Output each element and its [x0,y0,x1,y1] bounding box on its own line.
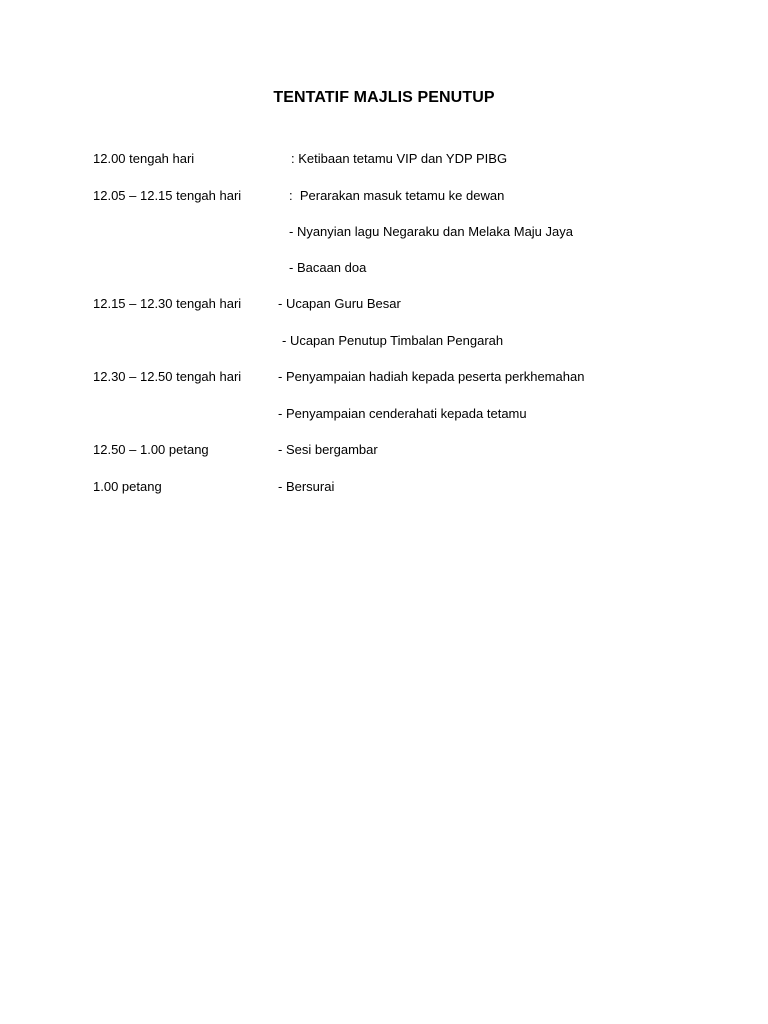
schedule-item: - Bacaan doa [289,260,367,275]
schedule-time: 12.30 – 12.50 tengah hari [93,369,242,384]
schedule-row [0,186,768,206]
schedule-item: - Sesi bergambar [278,442,378,457]
schedule-time: 12.50 – 1.00 petang [93,442,209,457]
schedule-item: : Ketibaan tetamu VIP dan YDP PIBG [291,151,508,166]
schedule-row [0,404,768,424]
schedule-item: - Ucapan Penutup Timbalan Pengarah [282,333,504,348]
document-title: TENTATIF MAJLIS PENUTUP [273,89,495,106]
schedule-row [0,440,768,460]
schedule-time: 12.05 – 12.15 tengah hari [93,188,242,203]
schedule-item: - Penyampaian hadiah kepada peserta perkhemahan [278,369,585,384]
schedule-row [0,222,768,242]
schedule-row [0,258,768,278]
schedule-time: 12.15 – 12.30 tengah hari [93,296,242,311]
schedule-item: - Bersurai [278,479,335,494]
schedule-time: 1.00 petang [93,479,162,494]
schedule-item: : Perarakan masuk tetamu ke dewan [289,188,505,203]
schedule-row [0,149,768,169]
schedule-item: - Penyampaian cenderahati kepada tetamu [278,406,527,421]
schedule-row [0,367,768,387]
schedule-row [0,477,768,497]
schedule-item: - Ucapan Guru Besar [278,296,401,311]
schedule-row [0,294,768,314]
schedule-item: - Nyanyian lagu Negaraku dan Melaka Maju Jaya [289,224,573,239]
schedule-time: 12.00 tengah hari [93,151,195,166]
schedule-row [0,331,768,351]
